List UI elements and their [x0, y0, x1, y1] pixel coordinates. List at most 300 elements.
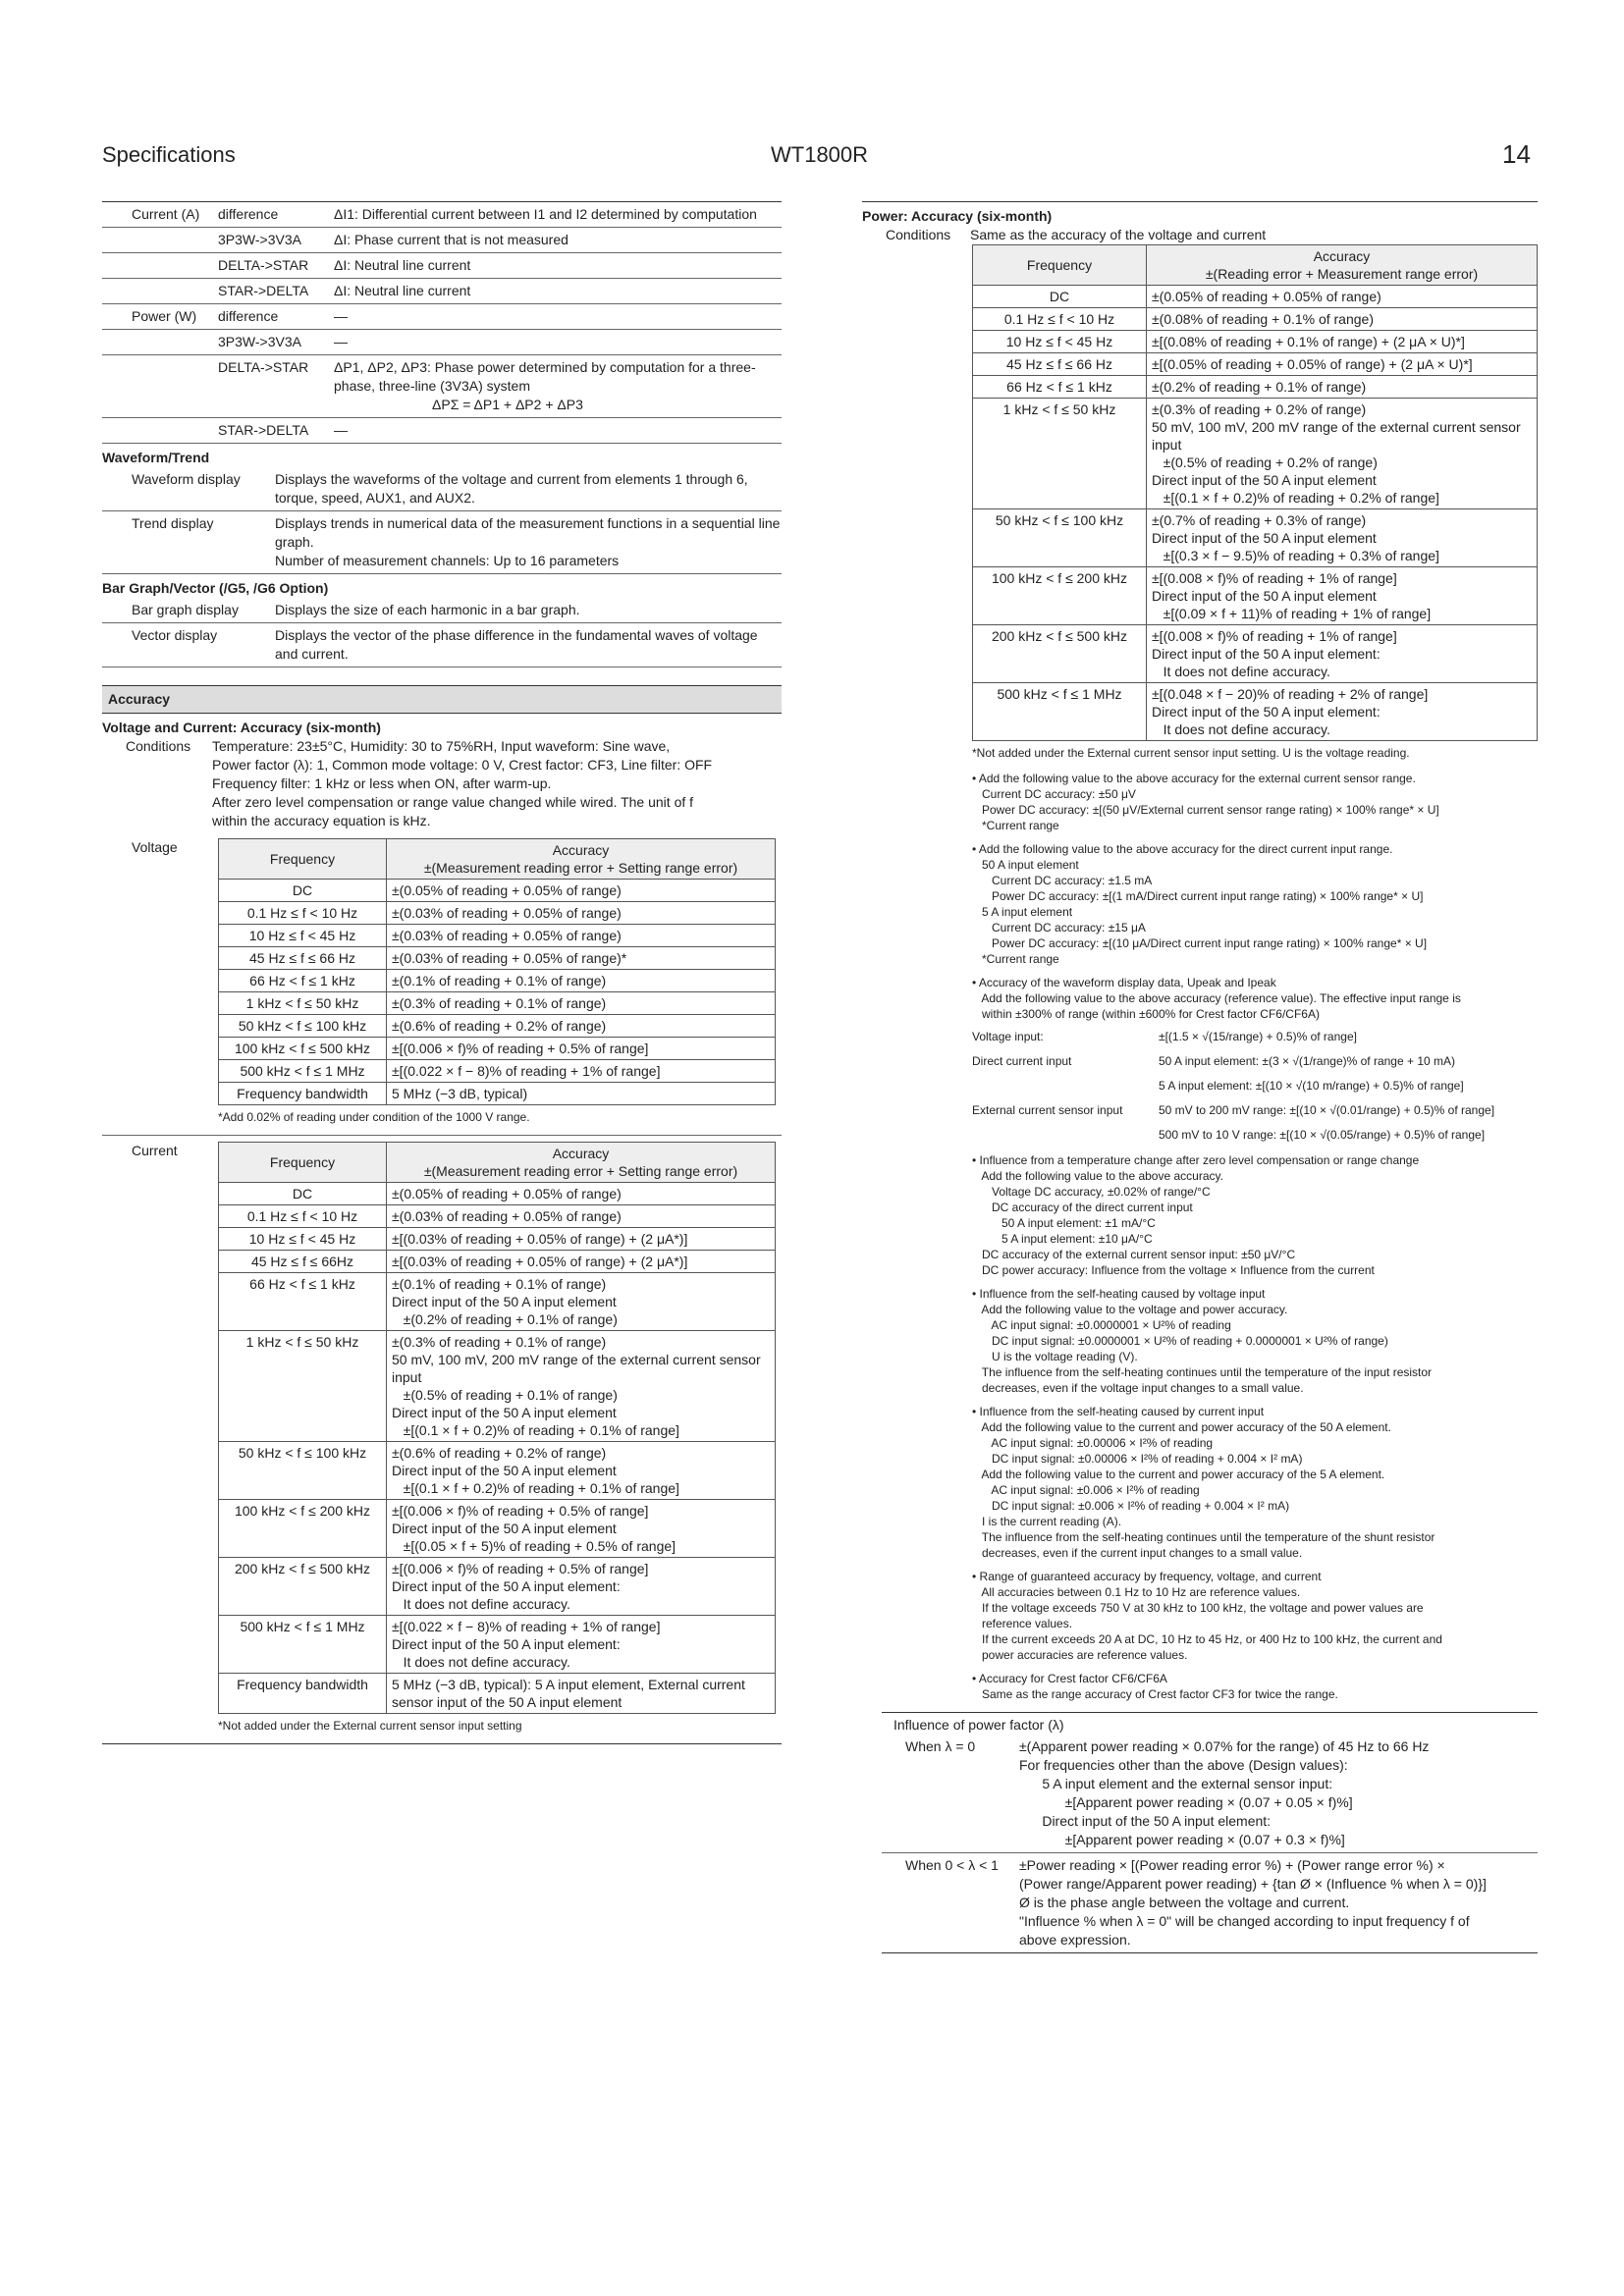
note-line: The influence from the self-heating continues until the temperature of the input resistor: [972, 1365, 1433, 1379]
table-header-frequency: Frequency: [973, 245, 1147, 286]
kv-value: [275, 601, 782, 619]
frequency-cell: 1 kHz < f ≤ 50 kHz: [219, 992, 387, 1015]
power-value-text: —: [334, 422, 348, 438]
accuracy-line: ±(0.05% of reading + 0.05% of range): [392, 1186, 622, 1201]
note-line: *Current range: [972, 952, 1059, 966]
kv-row: [102, 511, 782, 574]
accuracy-cell: [1147, 625, 1538, 683]
page-number: 14: [1502, 139, 1531, 169]
note-line: • Influence from the self-heating caused by voltage input: [972, 1287, 1266, 1301]
accuracy-cell: [387, 902, 776, 925]
frequency-cell: 50 kHz < f ≤ 100 kHz: [219, 1442, 387, 1500]
accuracy-cell: [1147, 353, 1538, 376]
note-line: • Add the following value to the above accuracy for the external current sensor range.: [972, 772, 1416, 785]
kv-text: Displays trends in numerical data of the measurement functions in a sequential line graph.: [275, 515, 781, 550]
power-row: [102, 330, 782, 355]
accuracy-line: ±[(0.3 × f − 9.5)% of reading + 0.3% of range]: [1152, 548, 1439, 563]
note-line: 50 A input element: ±1 mA/°C: [972, 1216, 1156, 1230]
power-label: Power (W): [132, 308, 197, 324]
current-note: *Not added under the External current sensor input setting: [218, 1719, 522, 1733]
note-line: *Current range: [972, 819, 1059, 832]
voltage-input-formula: [972, 1028, 1538, 1046]
accuracy-line: ±[(0.05% of reading + 0.05% of range) + (2 μA × U)*]: [1152, 356, 1473, 372]
table-row: [973, 683, 1538, 741]
current-value: [334, 256, 782, 275]
pf-line: above expression.: [1019, 1932, 1131, 1948]
accuracy-cell: [387, 1083, 776, 1105]
frequency-cell: 66 Hz < f ≤ 1 kHz: [219, 1273, 387, 1331]
pf-value: [1019, 1737, 1429, 1849]
note-block: [972, 1152, 1538, 1278]
table-row: [219, 1558, 776, 1616]
table-row: [219, 1616, 776, 1674]
kv-value: [275, 470, 782, 507]
table-row: [219, 902, 776, 925]
power-value: [334, 358, 782, 414]
table-row: [973, 353, 1538, 376]
frequency-cell: 45 Hz ≤ f ≤ 66 Hz: [973, 353, 1147, 376]
right-column: [862, 201, 1538, 1953]
accuracy-cell: [387, 1038, 776, 1060]
current-sub: difference: [218, 206, 279, 222]
note-block: [972, 841, 1538, 967]
conditions-line: Frequency filter: 1 kHz or less when ON, after warm-up.: [212, 775, 552, 791]
table-row: [973, 567, 1538, 625]
accuracy-cell: [387, 1442, 776, 1500]
table-row: [219, 992, 776, 1015]
power-value-text: —: [334, 334, 348, 349]
external-sensor-formula-2: [972, 1126, 1538, 1145]
note-line: DC input signal: ±0.006 × I²% of reading + 0.004 × I² mA): [972, 1499, 1290, 1513]
frequency-cell: 1 kHz < f ≤ 50 kHz: [219, 1331, 387, 1442]
accuracy-section-title: Accuracy: [102, 685, 782, 714]
accuracy-line: ±[(0.08% of reading + 0.1% of range) + (2 μA × U)*]: [1152, 334, 1465, 349]
table-row: [219, 1183, 776, 1205]
accuracy-line: ±[(0.05 × f + 5)% of reading + 0.5% of range]: [392, 1538, 677, 1554]
table-row: [973, 399, 1538, 509]
pf-row: [882, 1735, 1538, 1852]
frequency-cell: 45 Hz ≤ f ≤ 66 Hz: [219, 947, 387, 970]
accuracy-cell: [387, 992, 776, 1015]
pf-line: 5 A input element and the external sensor input:: [1019, 1776, 1333, 1791]
note-block: [972, 975, 1538, 1022]
accuracy-line: Direct input of the 50 A input element: [392, 1463, 617, 1478]
conditions-label: Conditions: [126, 738, 191, 754]
note-block: [972, 1569, 1538, 1663]
current-row: [102, 202, 782, 228]
frequency-cell: 100 kHz < f ≤ 200 kHz: [219, 1500, 387, 1558]
accuracy-cell: [387, 1251, 776, 1273]
frequency-cell: 500 kHz < f ≤ 1 MHz: [973, 683, 1147, 741]
accuracy-line: Direct input of the 50 A input element:: [392, 1578, 621, 1594]
header-model: WT1800R: [771, 142, 869, 167]
direct-current-5a-formula: [972, 1077, 1538, 1095]
formula-label: Direct current input: [972, 1054, 1072, 1068]
power-accuracy-title: Power: Accuracy (six-month): [862, 208, 1053, 224]
accuracy-cell: [1147, 376, 1538, 399]
accuracy-line: ±(0.3% of reading + 0.1% of range): [392, 995, 607, 1011]
accuracy-line: ±[(0.006 × f)% of reading + 0.5% of range]: [392, 1503, 649, 1519]
current-value-text: ΔI: Neutral line current: [334, 283, 471, 298]
frequency-cell: 50 kHz < f ≤ 100 kHz: [219, 1015, 387, 1038]
table-header-frequency: Frequency: [219, 839, 387, 880]
note-line: Add the following value to the voltage and power accuracy.: [972, 1303, 1288, 1316]
accuracy-line: ±(0.05% of reading + 0.05% of range): [392, 882, 622, 898]
note-line: reference values.: [972, 1617, 1073, 1630]
note-line: Power DC accuracy: ±[(50 μV/External current sensor range rating) × 100% range* × U]: [972, 803, 1439, 817]
accuracy-line: ±[(0.09 × f + 11)% of reading + 1% of range]: [1152, 606, 1432, 621]
kv-label: Trend display: [132, 515, 214, 531]
accuracy-line: ±(0.1% of reading + 0.1% of range): [392, 1276, 607, 1292]
frequency-cell: 66 Hz < f ≤ 1 kHz: [973, 376, 1147, 399]
formula-expr: 500 mV to 10 V range: ±[(10 × √(0.05/range) + 0.5)% of range]: [1159, 1128, 1486, 1142]
accuracy-line: Direct input of the 50 A input element:: [392, 1636, 621, 1652]
kv-value: [275, 626, 782, 664]
note-line: • Influence from a temperature change after zero level compensation or range change: [972, 1153, 1420, 1167]
frequency-cell: DC: [973, 286, 1147, 308]
note-line: Add the following value to the above accuracy (reference value). The effective input range is: [972, 991, 1461, 1005]
voltage-block: [102, 838, 782, 1127]
accuracy-line: ±(0.5% of reading + 0.1% of range): [392, 1387, 618, 1403]
accuracy-line: Direct input of the 50 A input element: [392, 1405, 617, 1420]
power-value: [334, 307, 782, 326]
table-row: [219, 1083, 776, 1105]
current-row: [102, 228, 782, 253]
accuracy-cell: [387, 1205, 776, 1228]
peak-formulas: [862, 1028, 1538, 1145]
pf-line: ±Power reading × [(Power reading error %) + (Power range error %) ×: [1019, 1857, 1445, 1873]
accuracy-cell: [1147, 399, 1538, 509]
pf-condition: When λ = 0: [905, 1738, 976, 1754]
power-label: [102, 333, 218, 351]
note-line: Power DC accuracy: ±[(10 μA/Direct current input range rating) × 100% range* × U]: [972, 936, 1428, 950]
current-computation-rows: [102, 202, 782, 304]
table-row: [219, 970, 776, 992]
current-value: [334, 282, 782, 300]
power-value-text: —: [334, 308, 348, 324]
accuracy-cell: [387, 1228, 776, 1251]
accuracy-line: ±(0.2% of reading + 0.1% of range): [1152, 379, 1367, 395]
current-accuracy-table: [218, 1142, 776, 1714]
note-block: [972, 1671, 1538, 1702]
pf-title: Influence of power factor (λ): [893, 1717, 1064, 1733]
frequency-cell: 0.1 Hz ≤ f < 10 Hz: [219, 902, 387, 925]
bargraph-section-title: Bar Graph/Vector (/G5, /G6 Option): [102, 580, 329, 596]
accuracy-line: 50 mV, 100 mV, 200 mV range of the external current sensor input: [392, 1352, 765, 1385]
power-computation-rows: [102, 304, 782, 444]
table-header-frequency: Frequency: [219, 1143, 387, 1183]
frequency-cell: 100 kHz < f ≤ 200 kHz: [973, 567, 1147, 625]
accuracy-line: It does not define accuracy.: [392, 1654, 570, 1670]
accuracy-line: It does not define accuracy.: [392, 1596, 570, 1612]
kv-row: [102, 467, 782, 511]
accuracy-line: ±[(0.022 × f − 8)% of reading + 1% of range]: [392, 1063, 661, 1079]
frequency-cell: Frequency bandwidth: [219, 1674, 387, 1714]
accuracy-line: Direct input of the 50 A input element: [1152, 530, 1377, 546]
note-line: All accuracies between 0.1 Hz to 10 Hz are reference values.: [972, 1585, 1301, 1599]
accuracy-cell: [387, 1060, 776, 1083]
accuracy-cell: [387, 1558, 776, 1616]
direct-current-formula: [972, 1052, 1538, 1071]
table-row: [219, 1015, 776, 1038]
accuracy-line: Direct input of the 50 A input element: [392, 1294, 617, 1309]
accuracy-line: ±[(0.03% of reading + 0.05% of range) + (2 μA*)]: [392, 1231, 688, 1247]
accuracy-cell: [387, 947, 776, 970]
table-row: [219, 947, 776, 970]
kv-value: [275, 514, 782, 570]
accuracy-notes: [862, 771, 1538, 1022]
accuracy-line: ±(0.03% of reading + 0.05% of range): [392, 1208, 622, 1224]
note-line: U is the voltage reading (V).: [972, 1350, 1138, 1363]
note-line: Current DC accuracy: ±50 μV: [972, 787, 1136, 801]
table-row: [219, 1331, 776, 1442]
accuracy-cell: [1147, 509, 1538, 567]
note-line: Add the following value to the current and power accuracy of the 50 A element.: [972, 1420, 1391, 1434]
power-factor-influence: [882, 1712, 1538, 1953]
accuracy-line: ±[(0.008 × f)% of reading + 1% of range]: [1152, 570, 1397, 586]
table-row: [219, 1251, 776, 1273]
accuracy-cell: [387, 1616, 776, 1674]
voltage-accuracy-table: [218, 838, 776, 1105]
frequency-cell: DC: [219, 1183, 387, 1205]
accuracy-line: ±(0.3% of reading + 0.1% of range): [392, 1334, 607, 1350]
accuracy-line: ±[(0.008 × f)% of reading + 1% of range]: [1152, 628, 1397, 644]
kv-label: Vector display: [132, 627, 218, 643]
frequency-cell: 100 kHz < f ≤ 500 kHz: [219, 1038, 387, 1060]
accuracy-line: ±(0.1% of reading + 0.1% of range): [392, 973, 607, 988]
note-line: AC input signal: ±0.00006 × I²% of reading: [972, 1436, 1214, 1450]
external-sensor-formula: [972, 1101, 1538, 1120]
table-row: [973, 308, 1538, 331]
kv-text: Displays the waveforms of the voltage and current from elements 1 through 6, torque, speed, AUX1, and AUX2.: [275, 471, 748, 506]
current-value-text: ΔI1: Differential current between I1 and I2 determined by computation: [334, 206, 757, 222]
accuracy-line: ±[(0.048 × f − 20)% of reading + 2% of range]: [1152, 686, 1429, 702]
note-line: • Accuracy for Crest factor CF6/CF6A: [972, 1672, 1167, 1685]
power-sub: difference: [218, 308, 279, 324]
table-header-accuracy: Accuracy ±(Measurement reading error + Setting range error): [387, 839, 776, 880]
table-row: [973, 625, 1538, 683]
note-line: The influence from the self-heating continues until the temperature of the shunt resistor: [972, 1530, 1435, 1544]
current-value: [334, 231, 782, 249]
note-block: [972, 1286, 1538, 1396]
accuracy-cell: [387, 970, 776, 992]
accuracy-cell: [1147, 683, 1538, 741]
table-row: [219, 880, 776, 902]
note-line: Same as the range accuracy of Crest factor CF3 for twice the range.: [972, 1687, 1338, 1701]
conditions-label: Conditions: [886, 227, 951, 242]
accuracy-cell: [387, 1331, 776, 1442]
power-value-text2: ΔPΣ = ΔP1 + ΔP2 + ΔP3: [432, 397, 583, 412]
pf-line: "Influence % when λ = 0" will be changed according to input frequency f of: [1019, 1913, 1470, 1929]
power-label: [102, 421, 218, 440]
pf-line: Ø is the phase angle between the voltage and current.: [1019, 1895, 1350, 1910]
table-row: [973, 286, 1538, 308]
conditions-text: Same as the accuracy of the voltage and current: [970, 227, 1267, 242]
pf-row: [882, 1852, 1538, 1952]
accuracy-cell: [387, 880, 776, 902]
accuracy-cell: [387, 925, 776, 947]
accuracy-cell: [1147, 331, 1538, 353]
note-line: • Accuracy of the waveform display data, Upeak and Ipeak: [972, 976, 1276, 989]
formula-label: Voltage input:: [972, 1030, 1044, 1043]
accuracy-cell: [387, 1500, 776, 1558]
power-table-note: *Not added under the External current sensor input setting. U is the voltage reading.: [972, 746, 1410, 760]
frequency-cell: 200 kHz < f ≤ 500 kHz: [973, 625, 1147, 683]
kv-text: Displays the size of each harmonic in a bar graph.: [275, 602, 580, 617]
kv-label: Bar graph display: [132, 602, 239, 617]
current-sub: STAR->DELTA: [218, 283, 309, 298]
conditions-text: [212, 737, 712, 830]
current-label: Current (A): [132, 206, 200, 222]
frequency-cell: 45 Hz ≤ f ≤ 66Hz: [219, 1251, 387, 1273]
conditions-line: Temperature: 23±5°C, Humidity: 30 to 75%RH, Input waveform: Sine wave,: [212, 738, 671, 754]
accuracy-line: ±(0.5% of reading + 0.2% of range): [1152, 454, 1378, 470]
accuracy-cell: [1147, 567, 1538, 625]
table-row: [973, 331, 1538, 353]
frequency-cell: 500 kHz < f ≤ 1 MHz: [219, 1060, 387, 1083]
power-sub: 3P3W->3V3A: [218, 334, 301, 349]
table-header-accuracy: Accuracy ±(Measurement reading error + Setting range error): [387, 1143, 776, 1183]
pf-line: ±(Apparent power reading × 0.07% for the range) of 45 Hz to 66 Hz: [1019, 1738, 1430, 1754]
current-block: [102, 1135, 782, 1735]
note-block: [972, 771, 1538, 833]
vc-accuracy-title: Voltage and Current: Accuracy (six-month): [102, 720, 381, 735]
note-line: DC accuracy of the direct current input: [972, 1201, 1193, 1214]
note-line: • Range of guaranteed accuracy by frequency, voltage, and current: [972, 1570, 1322, 1583]
formula-label: External current sensor input: [972, 1103, 1123, 1117]
note-line: Add the following value to the above accuracy.: [972, 1169, 1223, 1183]
table-row: [973, 376, 1538, 399]
kv-text2: Number of measurement channels: Up to 16 parameters: [275, 553, 620, 568]
current-label: [102, 231, 218, 249]
bottom-rule: [882, 1952, 1538, 1953]
accuracy-line: 50 mV, 100 mV, 200 mV range of the external current sensor input: [1152, 419, 1525, 453]
influence-notes: [862, 1152, 1538, 1702]
voltage-note: *Add 0.02% of reading under condition of the 1000 V range.: [218, 1110, 530, 1124]
frequency-cell: 10 Hz ≤ f < 45 Hz: [973, 331, 1147, 353]
table-row: [219, 1060, 776, 1083]
conditions-line: within the accuracy equation is kHz.: [212, 813, 431, 828]
frequency-cell: Frequency bandwidth: [219, 1083, 387, 1105]
frequency-cell: 0.1 Hz ≤ f < 10 Hz: [219, 1205, 387, 1228]
accuracy-line: ±(0.03% of reading + 0.05% of range): [392, 905, 622, 921]
note-line: DC accuracy of the external current sensor input: ±50 μV/°C: [972, 1248, 1296, 1261]
note-line: power accuracies are reference values.: [972, 1648, 1188, 1662]
frequency-cell: 10 Hz ≤ f < 45 Hz: [219, 1228, 387, 1251]
table-row: [219, 1228, 776, 1251]
kv-text: Displays the vector of the phase difference in the fundamental waves of voltage and current.: [275, 627, 758, 662]
accuracy-line: ±(0.6% of reading + 0.2% of range): [392, 1445, 607, 1461]
current-label: [102, 282, 218, 300]
power-row: [102, 355, 782, 418]
note-block: [972, 1404, 1538, 1561]
table-row: [973, 509, 1538, 567]
frequency-cell: 500 kHz < f ≤ 1 MHz: [219, 1616, 387, 1674]
pf-line: ±[Apparent power reading × (0.07 + 0.05 × f)%]: [1019, 1794, 1353, 1810]
waveform-section-title: Waveform/Trend: [102, 450, 210, 465]
note-line: Current DC accuracy: ±15 μA: [972, 921, 1146, 934]
conditions: [102, 737, 782, 830]
pf-condition: When 0 < λ < 1: [905, 1857, 999, 1873]
pf-line: Direct input of the 50 A input element:: [1019, 1813, 1272, 1829]
accuracy-line: 5 MHz (−3 dB, typical): 5 A input element, External current sensor input of the 50 A input element: [392, 1677, 749, 1710]
note-line: 50 A input element: [972, 858, 1079, 872]
accuracy-line: Direct input of the 50 A input element:: [1152, 704, 1380, 720]
power-value-text: ΔP1, ΔP2, ΔP3: Phase power determined by computation for a three-phase, three-line (3V3A) system: [334, 359, 756, 394]
table-row: [219, 1038, 776, 1060]
note-line: 5 A input element: ±10 μA/°C: [972, 1232, 1153, 1246]
power-accuracy-table: [972, 244, 1538, 741]
note-line: Power DC accuracy: ±[(1 mA/Direct current input range rating) × 100% range* × U]: [972, 889, 1424, 903]
kv-row: [102, 623, 782, 667]
accuracy-line: ±(0.03% of reading + 0.05% of range): [392, 928, 622, 943]
accuracy-cell: [1147, 286, 1538, 308]
accuracy-line: Direct input of the 50 A input element: [1152, 472, 1377, 488]
power-value: [334, 421, 782, 440]
accuracy-cell: [387, 1674, 776, 1714]
voltage-label: Voltage: [132, 839, 178, 855]
current-row: [102, 253, 782, 279]
accuracy-line: ±[(0.03% of reading + 0.05% of range) + (2 μA*)]: [392, 1254, 688, 1269]
note-line: Add the following value to the current and power accuracy of the 5 A element.: [972, 1468, 1385, 1481]
table-row: [219, 1205, 776, 1228]
note-line: • Add the following value to the above accuracy for the direct current input range.: [972, 842, 1393, 856]
frequency-cell: 50 kHz < f ≤ 100 kHz: [973, 509, 1147, 567]
accuracy-line: ±(0.2% of reading + 0.1% of range): [392, 1311, 618, 1327]
accuracy-line: ±[(0.1 × f + 0.2)% of reading + 0.2% of range]: [1152, 490, 1439, 506]
accuracy-line: ±[(0.1 × f + 0.2)% of reading + 0.1% of range]: [392, 1422, 679, 1438]
frequency-cell: 200 kHz < f ≤ 500 kHz: [219, 1558, 387, 1616]
current-value: [334, 205, 782, 224]
accuracy-cell: [387, 1183, 776, 1205]
accuracy-cell: [1147, 308, 1538, 331]
note-line: • Influence from the self-heating caused by current input: [972, 1405, 1265, 1418]
note-line: If the current exceeds 20 A at DC, 10 Hz to 45 Hz, or 400 Hz to 100 kHz, the current and: [972, 1632, 1442, 1646]
table-row: [219, 1500, 776, 1558]
accuracy-line: ±(0.6% of reading + 0.2% of range): [392, 1018, 607, 1034]
current-sub: 3P3W->3V3A: [218, 232, 301, 247]
pf-value: [1019, 1856, 1487, 1949]
accuracy-line: ±[(0.022 × f − 8)% of reading + 1% of range]: [392, 1619, 661, 1634]
note-line: DC input signal: ±0.00006 × I²% of reading + 0.004 × I² mA): [972, 1452, 1303, 1466]
current-row: [102, 279, 782, 304]
note-line: decreases, even if the voltage input changes to a small value.: [972, 1381, 1304, 1395]
note-line: AC input signal: ±0.006 × I²% of reading: [972, 1483, 1200, 1497]
accuracy-line: ±(0.05% of reading + 0.05% of range): [1152, 289, 1381, 304]
accuracy-line: ±(0.7% of reading + 0.3% of range): [1152, 512, 1367, 528]
accuracy-cell: [387, 1273, 776, 1331]
note-line: within ±300% of range (within ±600% for Crest factor CF6/CF6A): [972, 1007, 1320, 1021]
formula-expr: 5 A input element: ±[(10 × √(10 m/range) + 0.5)% of range]: [1159, 1079, 1464, 1093]
frequency-cell: 0.1 Hz ≤ f < 10 Hz: [973, 308, 1147, 331]
bargraph-rows: [102, 598, 782, 667]
accuracy-line: ±[(0.1 × f + 0.2)% of reading + 0.1% of range]: [392, 1480, 679, 1496]
power-value: [334, 333, 782, 351]
frequency-cell: 10 Hz ≤ f < 45 Hz: [219, 925, 387, 947]
frequency-cell: 66 Hz < f ≤ 1 kHz: [219, 970, 387, 992]
current-value-text: ΔI: Neutral line current: [334, 257, 471, 273]
note-line: DC power accuracy: Influence from the voltage × Influence from the current: [972, 1263, 1375, 1277]
power-row: [102, 304, 782, 330]
current-label: Current: [132, 1143, 178, 1158]
accuracy-line: ±(0.3% of reading + 0.2% of range): [1152, 401, 1367, 417]
waveform-rows: [102, 467, 782, 574]
note-line: DC input signal: ±0.0000001 × U²% of reading + 0.0000001 × U²% of range): [972, 1334, 1388, 1348]
note-line: I is the current reading (A).: [972, 1515, 1122, 1528]
table-row: [219, 1273, 776, 1331]
frequency-cell: 1 kHz < f ≤ 50 kHz: [973, 399, 1147, 509]
current-value-text: ΔI: Phase current that is not measured: [334, 232, 568, 247]
